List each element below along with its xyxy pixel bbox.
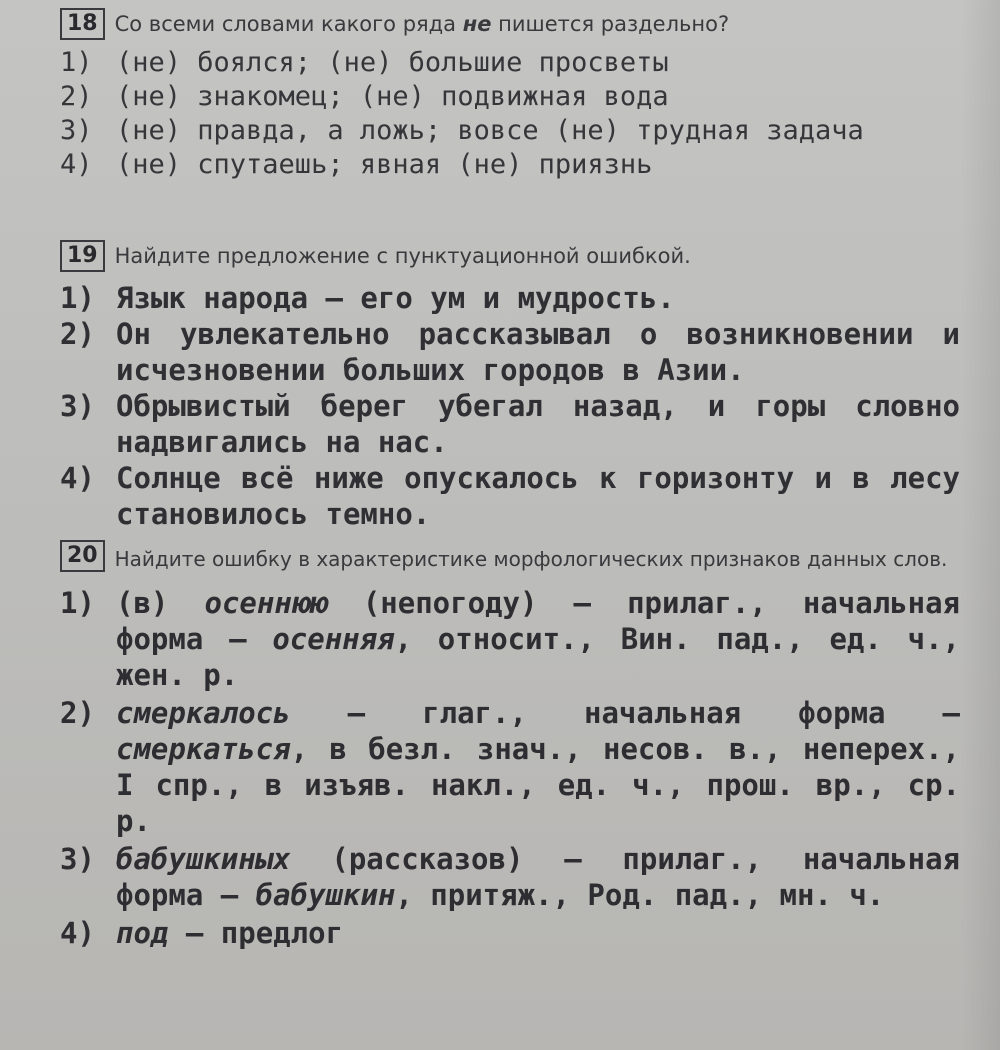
task-header	[60, 240, 960, 272]
task-question: Найдите ошибку в характеристике морфологических признаков данных слов.	[114, 547, 948, 571]
answer-suffix: , относит., Вин. пад., ед. ч., жен. р.	[116, 622, 960, 692]
task-number-box: 18	[60, 8, 105, 40]
answer-suffix: , притяж., Род. пад., мн. ч.	[395, 878, 885, 912]
task-20	[60, 540, 960, 953]
answer-number: 3)	[60, 389, 95, 423]
answer-text	[116, 695, 960, 839]
answer-number: 3)	[60, 115, 93, 146]
answer-middle: (рассказов) — прилаг., начальная форма —	[116, 842, 960, 912]
answer-text	[116, 915, 960, 951]
answer-number: 2)	[60, 81, 93, 112]
answer-text: Обрывистый берег убегал назад, и горы словно надвигались на нас.	[116, 389, 960, 459]
answer-suffix: , в безл. знач., несов. в., неперех., I спр., в изъяв. накл., ед. ч., прош. вр., ср. р.	[116, 732, 960, 838]
answer-text: (не) знакомец; (не) подвижная вода	[116, 81, 669, 112]
answer-text: (не) боялся; (не) большие просветы	[116, 47, 669, 78]
answer-middle: — глаг., начальная форма —	[290, 696, 960, 730]
analyzed-word: бабушкиных	[116, 842, 291, 876]
answer-option[interactable]	[60, 148, 960, 182]
answer-prefix: (в)	[116, 586, 205, 620]
answer-text: Язык народа — его ум и мудрость.	[116, 281, 675, 315]
answer-list	[60, 585, 960, 951]
answer-number: 1)	[60, 47, 93, 78]
answer-text	[116, 585, 960, 693]
answer-list	[60, 46, 960, 182]
answer-number: 2)	[60, 696, 95, 730]
answer-option[interactable]	[60, 114, 960, 148]
task-question: Найдите предложение с пунктуационной ошибкой.	[114, 244, 691, 268]
answer-text: Он увлекательно рассказывал о возникновении и исчезновении больших городов в Азии.	[116, 317, 960, 387]
answer-number: 4)	[60, 916, 95, 950]
initial-form: бабушкин	[255, 878, 396, 912]
answer-number: 4)	[60, 461, 95, 495]
analyzed-word: смеркалось	[116, 696, 291, 730]
answer-option[interactable]	[60, 695, 960, 839]
answer-middle: (непогоду) — прилаг., начальная форма —	[116, 586, 961, 656]
answer-text	[116, 841, 960, 913]
answer-number: 2)	[60, 317, 95, 351]
answer-list	[60, 280, 960, 532]
analyzed-word: осеннюю	[204, 586, 327, 620]
answer-option[interactable]	[60, 46, 960, 80]
initial-form: смеркаться	[116, 732, 291, 766]
answer-text: (не) спутаешь; явная (не) приязнь	[116, 149, 653, 180]
answer-number: 1)	[60, 586, 95, 620]
answer-number: 1)	[60, 281, 95, 315]
page-edge-shadow	[960, 0, 1000, 1050]
answer-option[interactable]	[60, 280, 960, 316]
answer-middle: — предлог	[168, 916, 343, 950]
answer-option[interactable]	[60, 585, 960, 693]
answer-option[interactable]	[60, 316, 960, 388]
answer-text: Солнце всё ниже опускалось к горизонту и в лесу становилось темно.	[116, 461, 960, 531]
task-19	[60, 240, 960, 532]
task-number-box: 19	[60, 240, 105, 272]
answer-option[interactable]	[60, 915, 960, 951]
answer-option[interactable]	[60, 841, 960, 913]
task-18	[60, 8, 960, 182]
task-number-box: 20	[60, 540, 105, 572]
answer-option[interactable]	[60, 80, 960, 114]
answer-option[interactable]	[60, 460, 960, 532]
answer-number: 3)	[60, 842, 95, 876]
task-question	[115, 8, 729, 37]
answer-option[interactable]	[60, 388, 960, 460]
question-emphasis: не	[462, 12, 492, 36]
task-header	[60, 540, 960, 575]
initial-form: осенняя	[272, 622, 395, 656]
answer-text: (не) правда, а ложь; вовсе (не) трудная задача	[116, 115, 864, 146]
answer-number: 4)	[60, 149, 93, 180]
task-header	[60, 8, 960, 40]
question-text-part: пишется раздельно?	[491, 12, 730, 36]
question-text-part: Со всеми словами какого ряда	[114, 12, 463, 36]
analyzed-word: под	[116, 916, 169, 950]
